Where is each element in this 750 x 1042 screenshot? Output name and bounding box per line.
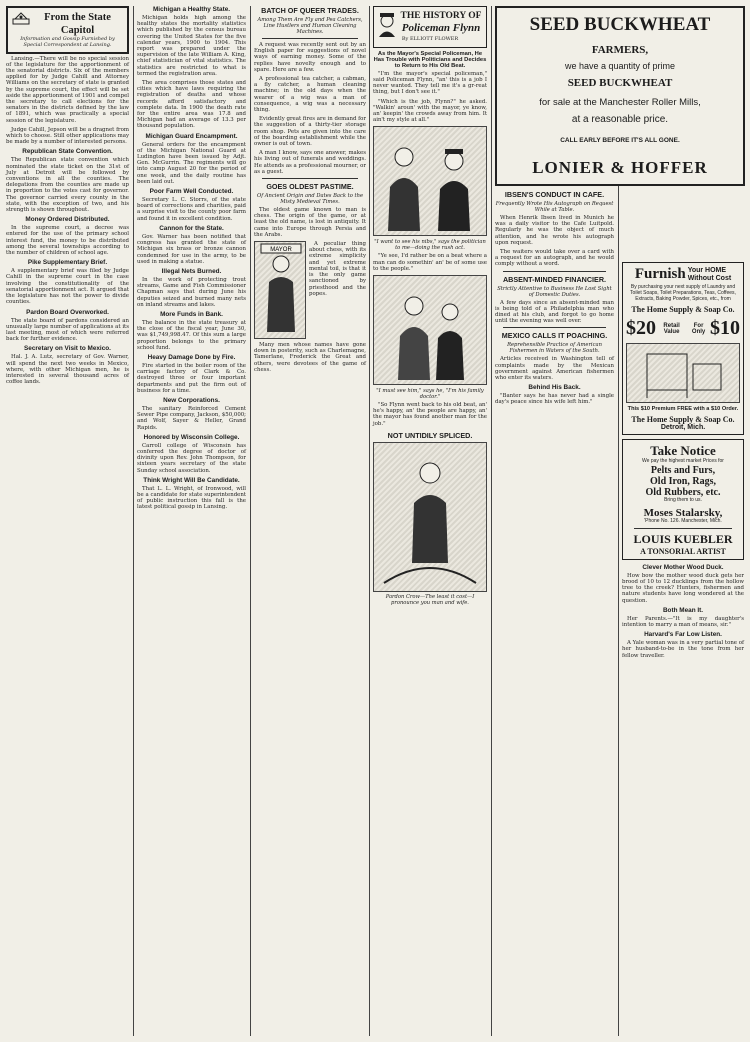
article-paragraph: Carroll college of Wisconsin has conferred the degree of doctor of divinity upon Rev. John Thompson, for sixteen years secretary of the state Sunday school association. <box>137 442 246 474</box>
column-queer-trades <box>254 6 366 1036</box>
home-supply-ad-line: Detroit, Mich. <box>660 424 706 432</box>
kuebler-ad-tagline: A TONSORIAL ARTIST <box>640 546 726 556</box>
home-supply-ad-price: $20 <box>626 317 656 340</box>
buckwheat-ad-line: FARMERS, <box>591 44 649 56</box>
stalarsky-ad-line: Old Rubbers, etc. <box>645 487 721 499</box>
article-subheading: Reprehensible Practice of American Fishermen in Waters of the South. <box>507 342 602 355</box>
article-paragraph: Many men whose names have gone down in posterity, such as Charlemagne, Tamerlane, Frederick the Great and others, were devotees of the game of chess. <box>254 342 366 373</box>
article-paragraph: A professional tea catcher, a cabman, a fly catcher, a human cleaning machine; in the old days when the wearer of a wig was a man of consequence, a wig was a necessary thing. <box>254 76 366 114</box>
article-paragraph: "Banter says he has never had a single day's peace since his wife left him." <box>495 393 614 406</box>
article-paragraph: Her Parents.—"It is my daughter's intention to marry a man of means, sir." <box>622 615 744 628</box>
kuebler-ad-name: LOUIS KUEBLER <box>633 531 733 546</box>
article-heading: MEXICO CALLS IT POACHING. <box>501 331 608 341</box>
article-paragraph: That L. L. Wright, of Ironwood, will be a candidate for state superintendent of public instruction this fall is the latest political gossip in Lansing. <box>137 485 246 511</box>
article-paragraph: Gov. Warner has been notified that congress has granted the state of Michigan six brass or bronze cannon condemned for use in the army, to be used in making a statue. <box>137 233 246 265</box>
article-heading: As the Mayor's Special Policeman, He Has Trouble with Politicians and Decides to Return to His Old Beat. <box>373 50 487 69</box>
home-supply-ad-headline: Furnish <box>634 266 686 282</box>
article-heading: More Funds in Bank. <box>160 310 223 318</box>
column-rule <box>133 6 134 1036</box>
article-paragraph: Secretary L. C. Storrs, of the state board of corrections and charities, paid a surprise visit to the county poor farm and found it in excellent condition. <box>137 197 246 222</box>
stalarsky-ad-line: We pay the highest market Prices for <box>642 458 724 465</box>
article-paragraph: General orders for the encampment of the Michigan National Guard at Ludington have been issued by Adjt. Gen. McGurrin. The regiments will go into camp August 20 for the period of one week, and the daily routine has been laid out. <box>137 141 246 185</box>
article-paragraph: In the work of protecting trout streams, Game and Fish Commissioner Chapman says that during June his deputies seized and burned many nets on inland streams and lakes. <box>137 276 246 308</box>
article-heading: GOES OLDEST PASTIME. <box>266 182 354 192</box>
article-heading: Clever Mother Wood Duck. <box>642 563 724 571</box>
stalarsky-ad-name: Moses Stalarsky, <box>643 506 723 519</box>
article-paragraph: Articles received in Washington tell of complaints made by the Mexican government against American fishermen who enter its waters. <box>495 356 614 382</box>
article-heading: New Corporations. <box>163 396 220 404</box>
furniture-illustration <box>626 343 740 403</box>
flynn-title-line2: Policeman Flynn <box>401 22 481 34</box>
article-paragraph: In the supreme court, a decree was entered for the use of the primary school interest fund, the money to be distributed among the several townships according to the number of children of school age. <box>6 225 129 257</box>
article-heading: ABSENT-MINDED FINANCIER. <box>502 274 607 284</box>
furniture-icon <box>627 344 741 402</box>
column-rule <box>250 6 251 1036</box>
home-supply-ad-line: This $10 Premium FREE with a $10 Order. <box>627 406 739 413</box>
crowd-scene-icon <box>374 127 486 235</box>
wedding-cartoon-icon <box>374 443 486 591</box>
article-paragraph: A peculiar thing about chess, with its extreme simplicity and yet extreme mental toil, is that it is the only game sanctioned by priesthood and the popes. <box>309 241 366 297</box>
column-policeman-flynn <box>373 6 487 1036</box>
seed-buckwheat-ad <box>495 6 745 186</box>
buckwheat-ad-firm: LONIER & HOFFER <box>532 158 708 177</box>
buckwheat-ad-line: for sale at the Manchester Roller Mills, <box>539 97 701 108</box>
article-heading: Heavy Damage Done by Fire. <box>147 353 236 361</box>
article-paragraph: Lansing.—There will be no special session of the legislature for the apportionment of the senatorial districts. Six of the members applied for by Judge Cahill and Attorney Williams on the secretary of state is granted by the supreme court, the effect will be set aside the apportionment of 1901 and compel the secretary to call elections for the senators in the districts defined by the law of 1891, which was practically a special session of the legislature. <box>6 55 129 124</box>
stalarsky-ad-phone: 'Phone No. 126. Manchester, Mich. <box>644 517 722 524</box>
article-paragraph: The sanitary Reinforced Cement Sewer Pipe company, Jackson, $50,000; and Wolf, Sayer & Heller, Grand Rapids. <box>137 405 246 431</box>
buckwheat-ad-line: CALL EARLY BEFORE IT'S ALL GONE. <box>560 137 680 144</box>
capitol-building-icon <box>11 11 31 25</box>
article-paragraph: "Ye see, I'd rather be on a beat where a man can do somethin' an' be of some use to the people." <box>373 253 487 272</box>
stalarsky-ad-line: Pelts and Furs, <box>650 465 716 477</box>
article-paragraph: A Yale woman was in a very partial tone of her husband-to-be in the tone from her fellow traveller. <box>622 640 744 659</box>
article-heading: Think Wright Will Be Candidate. <box>143 476 240 484</box>
column-rule <box>369 6 370 1036</box>
article-heading: IBSEN'S CONDUCT IN CAFE. <box>504 190 605 199</box>
article-subheading: Of Ancient Origin and Dates Back to the Misty Medieval Times. <box>256 193 364 206</box>
buckwheat-ad-line: SEED BUCKWHEAT <box>567 77 673 89</box>
article-subheading: Among Them Are Fly and Pea Catchers, Line Hustlers and Human Cleaning Machines. <box>257 17 363 35</box>
flynn-illustration-doctor <box>373 275 487 385</box>
buckwheat-ad-title: SEED BUCKWHEAT <box>529 14 711 35</box>
home-supply-ad-line: Retail Value <box>663 322 680 335</box>
article-paragraph: A supplementary brief was filed by Judge Cahill in the supreme court in the case involving the constitutionality of the senatorial apportionment act. It argued that the legislature has not the power to divide counties. <box>6 268 129 306</box>
article-paragraph: How bow the mother wood duck gets her brood of 10 to 12 ducklings from the hollow tree to the creek? Hunters, fishermen and nature students have long wondered at the question. <box>622 572 744 604</box>
mayor-figure-icon <box>255 242 307 340</box>
column-michigan-news <box>137 6 246 1036</box>
divider <box>503 327 606 328</box>
stalarsky-ad-line: Bring them to us. <box>664 497 702 504</box>
article-paragraph: Fire started in the boiler room of the carriage factory of Clark & Co. destroyed three or four important departments and put the firm out of business for a time. <box>137 362 246 394</box>
article-paragraph: The balance in the state treasury at the close of the fiscal year, June 30, was $1,749,998.47. Of this sum a large proportion belongs to the primary school fund. <box>137 319 246 351</box>
column-state-capitol <box>6 6 129 1036</box>
article-paragraph: Hal. J. A. Lutz, secretary of Gov. Warner, will spend the next two weeks in Mexico, where, with other Michigan men, he is interested in several thousand acres of coffee lands. <box>6 354 129 386</box>
state-capitol-title: From the State Capitol <box>44 12 111 36</box>
cartoon-caption: Pardon Crow—The least it cost—I pronounce you man and wife. <box>385 593 475 606</box>
doctor-scene-icon <box>374 276 486 384</box>
stalarsky-ad-headline: Take Notice <box>650 443 716 459</box>
policeman-portrait-icon <box>376 11 398 37</box>
article-subheading: Strictly Attentive to Business He Lost Sight of Domestic Duties. <box>497 285 612 298</box>
article-heading: Illegal Nets Burned. <box>161 267 222 275</box>
flynn-illustration-crowd <box>373 126 487 236</box>
home-supply-ad-line: Without Cost <box>687 274 732 282</box>
divider <box>262 38 358 39</box>
column-rule <box>491 6 492 1036</box>
state-capitol-header <box>6 6 129 54</box>
article-paragraph: "I'm the mayor's special policeman," said Policeman Flynn, "an' this is a job I never wanted. They tell me it's a gr-reat thing, but I don't see it." <box>373 70 487 96</box>
divider <box>262 178 358 179</box>
article-paragraph: Evidently great fires are in demand for the suggestion of a thirty-tier storage room shop. Pets are given into the care of the boarding establishment while the owner is out of town. <box>254 116 366 148</box>
article-heading: Both Mean It. <box>662 606 704 614</box>
article-heading: Pike Supplementary Brief. <box>27 259 108 267</box>
article-paragraph: "Which is the job, Flynn?" he asked. "Walkin' aroun' with the mayor, ye know, an' keepin' the crowds away from him. It ain't my style at all." <box>373 98 487 124</box>
svg-text:MAYOR: MAYOR <box>270 247 292 254</box>
article-heading: Behind His Back. <box>528 384 581 392</box>
divider <box>634 528 732 529</box>
article-heading: Honored by Wisconsin College. <box>143 433 240 441</box>
home-supply-ad-company: The Home Supply & Soap Co. <box>631 305 735 315</box>
article-heading: Michigan Guard Encampment. <box>145 132 238 140</box>
article-paragraph: The state board of pardons considered an unusually large number of applications at its last meeting, most of which were referred back for further evidence. <box>6 317 129 343</box>
home-supply-ad-line: Your HOME <box>687 266 727 274</box>
home-supply-ad-line: For Only <box>691 322 706 335</box>
flynn-title-line1: THE HISTORY OF <box>400 11 482 21</box>
home-supply-ad-price: $10 <box>710 317 740 340</box>
article-heading: Poor Farm Well Conducted. <box>149 188 234 196</box>
stalarsky-ad <box>622 439 744 559</box>
stalarsky-ad-line: Old Iron, Rags, <box>650 476 716 488</box>
state-capitol-subtitle: Information and Gossip Furnished by Special Correspondent at Lansing. <box>20 36 115 48</box>
article-heading: Secretary on Visit to Mexico. <box>24 345 111 353</box>
article-paragraph: A man I know, says one answer, makes his living out of funerals and weddings. He attends as a professional mourner, or as a guest. <box>254 150 366 175</box>
article-paragraph: A few days since an absent-minded man is being told of a Philadelphia man who dined at his club, and forgot to go home until the evening was well over. <box>495 299 614 325</box>
article-paragraph: The area comprises those states and cities which have laws requiring the registration of deaths and whose records afford satisfactory and complete data. In 1900 the death rate for the entire area was 17.8 and Michigan had an average of 13.3 per thousand population. <box>137 80 246 130</box>
divider <box>503 271 606 272</box>
article-heading: Harvard's Far Low Listen. <box>644 631 722 639</box>
article-heading: Republican State Convention. <box>22 148 113 156</box>
column-ads <box>622 262 744 1036</box>
flynn-credit: By ELLIOTT FLOWER <box>401 36 459 42</box>
buckwheat-ad-line: we have a quantity of prime <box>564 61 676 71</box>
article-heading: Michigan a Healthy State. <box>152 6 231 13</box>
mayor-illustration <box>254 241 306 339</box>
article-paragraph: Michigan holds high among the healthy states the mortality statistics which published by the census bureau covering the United States for the five calendar years, 1900 to 1904. This report was prepared under the supervision of the late William A. King, chief statistician of vital statistics. The statistics are restricted to what is termed the registration area. <box>137 15 246 77</box>
article-heading: Pardon Board Overworked. <box>26 308 109 316</box>
buckwheat-ad-line: at a reasonable price. <box>571 114 669 125</box>
article-paragraph: The waiters would take over a card with a request for an autograph, and he would comply without a word. <box>495 249 614 268</box>
mayor-illustration-row <box>254 241 366 339</box>
cartoon-heading: NOT UNTIDILY SPLICED. <box>387 430 473 440</box>
article-heading: BATCH OF QUEER TRADES. <box>261 6 359 15</box>
wedding-cartoon <box>373 442 487 592</box>
article-paragraph: When Henrik Ibsen lived in Munich he was a daily visitor to the Cafe Luitpold. Regularly he was the object of much attention, and he wrote his autograph upon request. <box>495 215 614 246</box>
article-heading: Money Ordered Distributed. <box>25 216 110 224</box>
article-paragraph: Judge Cahill, Jepson will be a dragnet from which to choose. Still other applications may be made by a number of interested persons. <box>6 126 129 146</box>
home-supply-ad <box>622 262 744 435</box>
home-supply-ad-line: By purchasing your next supply of Laundry and Toilet Soaps, Toilet Preparations, Teas, Coffees, Extracts, Baking Powder, Spices, etc., from <box>630 284 736 302</box>
article-heading: Cannon for the State. <box>159 224 224 232</box>
flynn-title-box <box>373 6 487 48</box>
home-supply-ad-company: The Home Supply & Soap Co. <box>631 415 735 425</box>
article-paragraph: "So Flynn went back to his old beat, an' he's happy, an' the people are happy, an' the mayor has found another man for the job." <box>373 402 487 427</box>
article-paragraph: The Republican state convention which nominated the state ticket on the 31st of July at Detroit will be followed by conventions in all the counties. The delegations from the counties are made up in proportion to the votes cast for governor. The governor carried every county in the state, with the exception of two, and his strength is shown throughout. <box>6 157 129 214</box>
illustration-caption: "I want to see his nibs," says the politician to me—doing the rush act. <box>374 239 486 252</box>
article-paragraph: The oldest game known to man is chess. The origin of the game, or at least the old name, is lost in antiquity. It came into Europe through Persia and the Arabs. <box>254 207 366 238</box>
illustration-caption: "I must see him," says he, "I'm his family doctor." <box>376 388 484 401</box>
article-subheading: Frequently Wrote His Autograph on Request While at Table. <box>495 201 614 213</box>
article-paragraph: A request was recently sent out by an English paper for suggestions of novel ways of earning money. Some of the replies have novelty enough and to spare. Here are a few. <box>254 42 366 73</box>
